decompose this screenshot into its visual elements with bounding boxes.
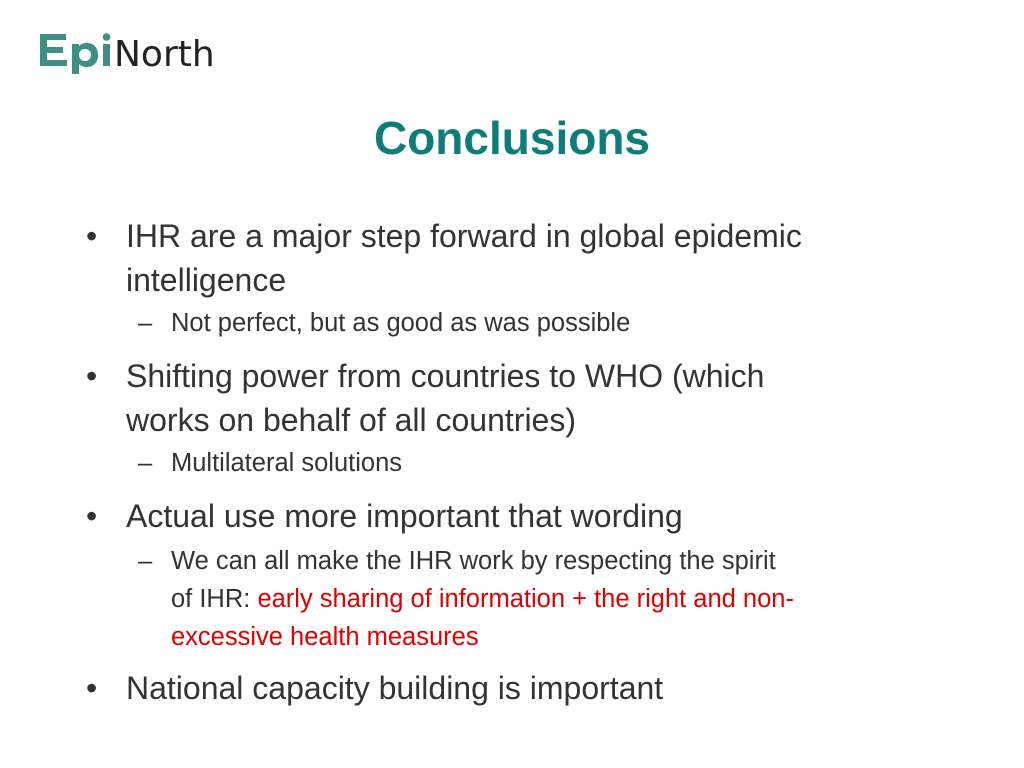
- bullet-text-line: intelligence: [126, 262, 287, 298]
- sub-bullet-marker: –: [138, 309, 153, 337]
- logo-north-text: North: [114, 34, 215, 75]
- sub-bullet-text-line: [171, 580, 956, 618]
- epinorth-logo-graphic: [36, 24, 250, 76]
- bullet-text-line: National capacity building is important: [126, 670, 664, 706]
- bullet-marker: •: [86, 670, 98, 706]
- highlighted-text: excessive health measures: [171, 623, 479, 651]
- bullet-text-line: works on behalf of all countries): [126, 402, 576, 438]
- sub-bullet-text: We can all make the IHR work by respecting the spirit: [171, 547, 776, 575]
- sub-bullet-marker: –: [138, 547, 153, 575]
- bullet-text-line: Shifting power from countries to WHO (which: [126, 358, 765, 394]
- highlighted-text: early sharing of information + the right and non-: [257, 585, 794, 613]
- bullet-item: [86, 214, 956, 302]
- sub-bullet-marker: –: [138, 449, 153, 477]
- bullet-text-line: IHR are a major step forward in global epidemic: [126, 218, 802, 254]
- logo-letter-e: [40, 34, 67, 66]
- sub-bullet-text: Not perfect, but as good as was possible: [171, 309, 631, 337]
- bullet-item: [86, 494, 956, 538]
- logo-letter-i: [103, 44, 110, 66]
- sub-bullet-item: [86, 304, 956, 342]
- bullet-item: [86, 666, 956, 710]
- logo-letter-p: [72, 43, 98, 74]
- bullet-marker: •: [86, 498, 98, 534]
- bullet-item: [86, 354, 956, 442]
- sub-bullet-text: Multilateral solutions: [171, 449, 403, 477]
- bullet-text-line: Actual use more important that wording: [126, 498, 683, 534]
- logo-letter-i-dot: [103, 33, 111, 41]
- slide-title: Conclusions: [373, 112, 651, 164]
- sub-bullet-item: [86, 542, 956, 656]
- bullet-marker: •: [86, 218, 98, 254]
- bullet-list: [86, 214, 956, 710]
- bullet-marker: •: [86, 358, 98, 394]
- sub-bullet-text-prefix: of IHR:: [171, 585, 258, 613]
- sub-bullet-item: [86, 444, 956, 482]
- epinorth-logo: [36, 24, 250, 76]
